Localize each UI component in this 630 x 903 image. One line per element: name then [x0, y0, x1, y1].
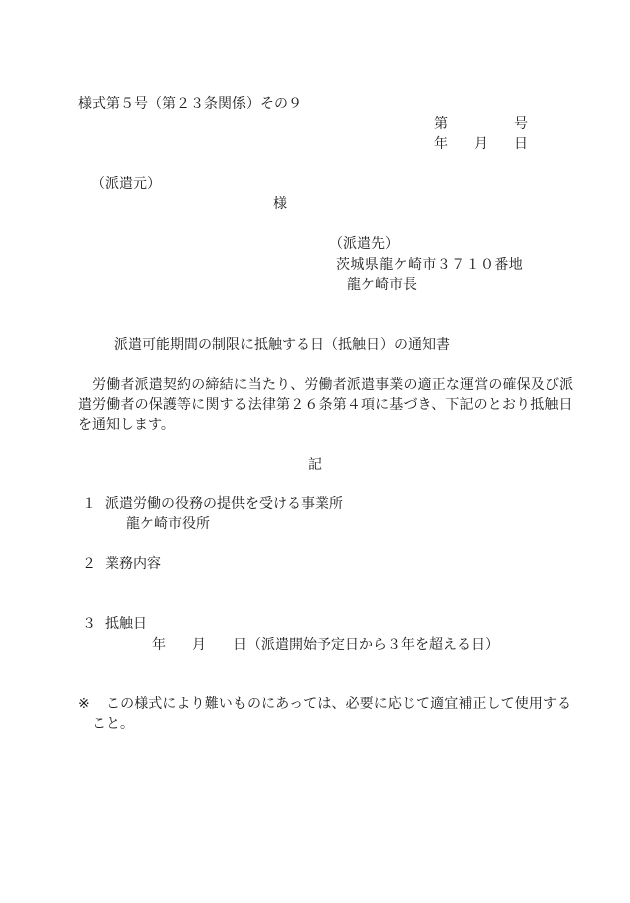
- ki-heading: 記: [308, 457, 322, 473]
- item-3-number: ３: [82, 616, 96, 632]
- recipient-label: （派遣元）: [91, 176, 161, 192]
- document-number-prefix: 第: [434, 116, 448, 132]
- item-1-number: １: [82, 496, 96, 512]
- document-number-suffix: 号: [514, 116, 528, 132]
- body-line-1: 労働者派遣契約の締結に当たり、労働者派遣事業の適正な運営の確保及び派: [78, 377, 574, 393]
- document-title: 派遣可能期間の制限に抵触する日（抵触日）の通知書: [114, 337, 450, 353]
- item-2-label: 業務内容: [105, 556, 161, 572]
- item-3-label: 抵触日: [105, 616, 147, 632]
- body-line-3: を通知します。: [78, 417, 175, 433]
- date-day: 日: [514, 136, 528, 152]
- body-line-2: 遣労働者の保護等に関する法律第２６条第４項に基づき、下記のとおり抵触日: [78, 397, 573, 413]
- sender-address: 茨城県龍ケ崎市３７１０番地: [336, 257, 524, 273]
- sender-title: 龍ケ崎市長: [347, 277, 417, 293]
- sender-label: （派遣先）: [329, 236, 399, 252]
- item-3-date-day: 日: [233, 637, 247, 653]
- note-line-2: こと。: [92, 716, 134, 732]
- item-1-label: 派遣労働の役務の提供を受ける事業所: [105, 496, 343, 512]
- date-year: 年: [434, 136, 448, 152]
- item-3-date-month: 月: [192, 637, 206, 653]
- note-line-1: この様式により難いものにあっては、必要に応じて適宜補正して使用する: [106, 696, 572, 712]
- note-mark: ※: [78, 696, 90, 712]
- item-1-value: 龍ケ崎市役所: [126, 516, 210, 532]
- item-3-date-year: 年: [152, 637, 166, 653]
- form-header: 様式第５号（第２３条関係）その９: [78, 96, 302, 112]
- item-2-number: ２: [82, 556, 96, 572]
- date-month: 月: [474, 136, 488, 152]
- recipient-honorific: 様: [273, 196, 287, 212]
- item-3-date-note: （派遣開始予定日から３年を超える日）: [247, 637, 499, 653]
